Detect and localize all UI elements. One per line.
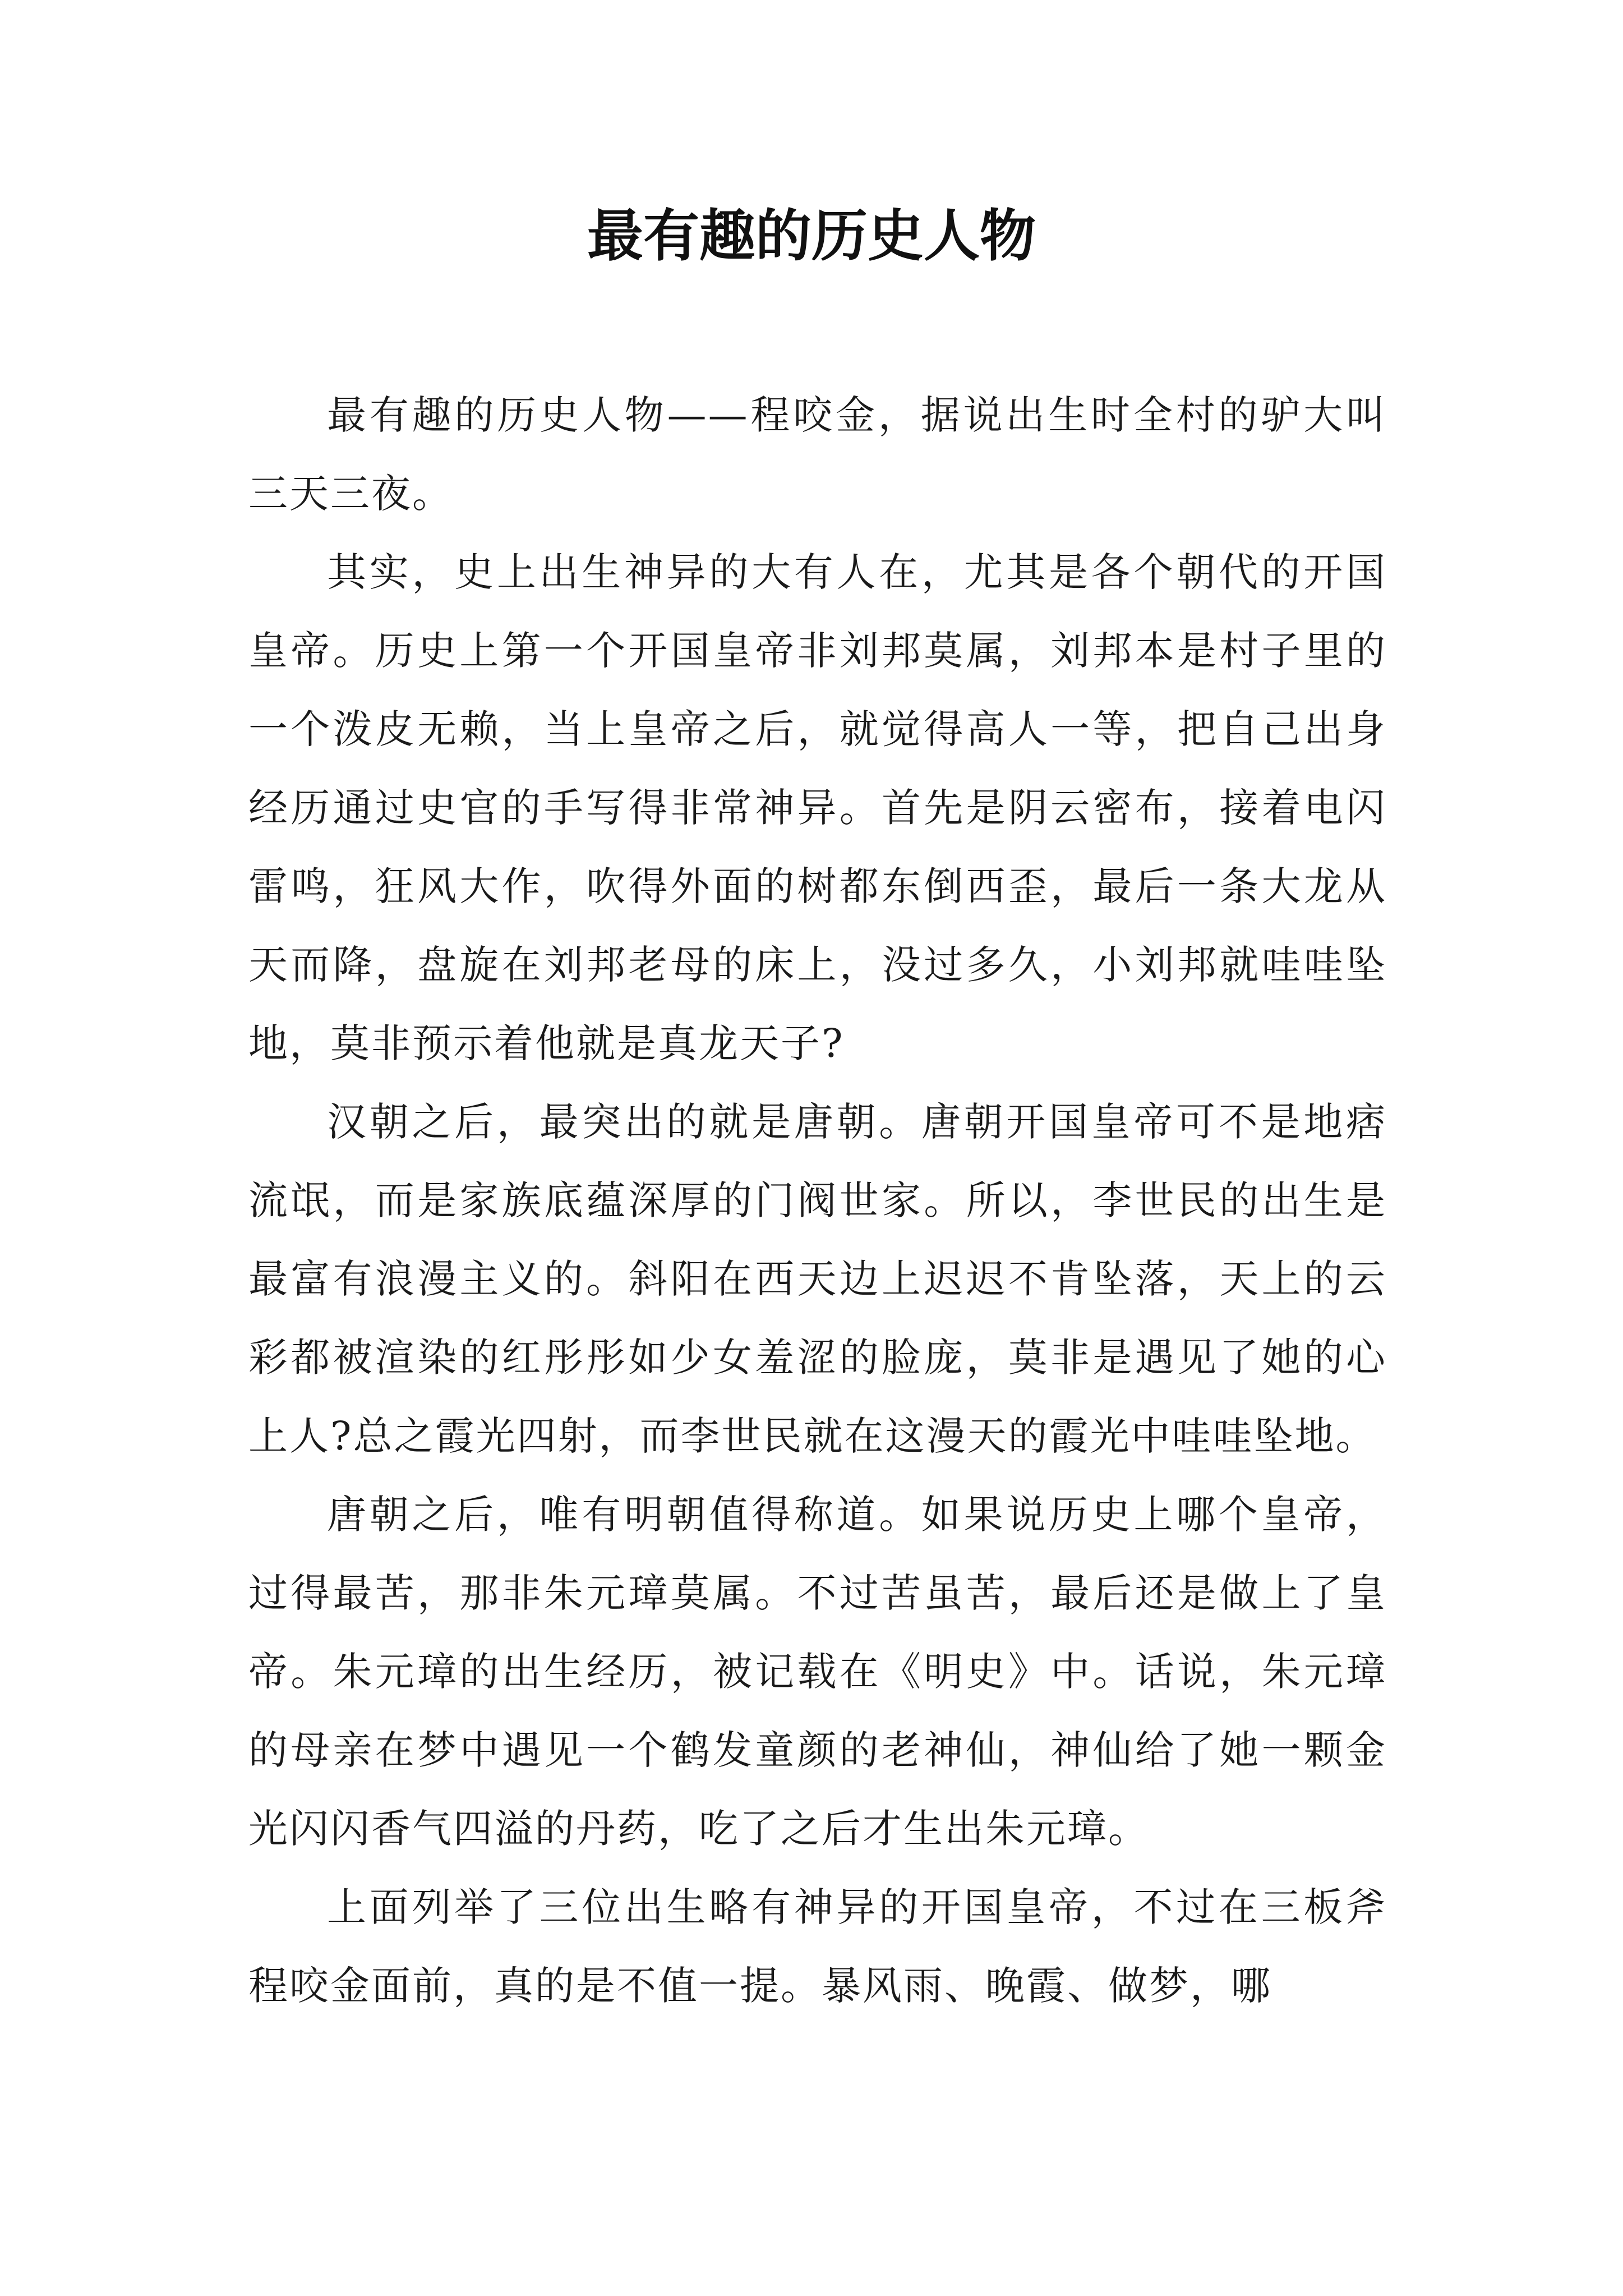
paragraph-2: 其实，史上出生神异的大有人在，尤其是各个朝代的开国皇帝。历史上第一个开国皇帝非刘邦莫属，刘邦本是村子里的一个泼皮无赖，当上皇帝之后，就觉得高人一等，把自己出身经历通过史官的手写得非常神异。首先是阴云密布，接着电闪雷鸣，狂风大作，吹得外面的树都东倒西歪，最后一条大龙从天而降，盘旋在刘邦老母的床上，没过多久，小刘邦就哇哇坠地，莫非预示着他就是真龙天子? bbox=[248, 549, 1387, 1066]
document-body bbox=[248, 376, 1387, 2025]
paragraph-3: 汉朝之后，最突出的就是唐朝。唐朝开国皇帝可不是地痞流氓，而是家族底蕴深厚的门阀世家。所以，李世民的出生是最富有浪漫主义的。斜阳在西天边上迟迟不肯坠落，天上的云彩都被渲染的红彤彤如少女羞涩的脸庞，莫非是遇见了她的心上人?总之霞光四射，而李世民就在这漫天的霞光中哇哇坠地。 bbox=[248, 1099, 1387, 1459]
paragraph-5: 上面列举了三位出生略有神异的开国皇帝，不过在三板斧程咬金面前，真的是不值一提。暴风雨、晚霞、做梦，哪 bbox=[248, 1884, 1387, 2009]
paragraph-4: 唐朝之后，唯有明朝值得称道。如果说历史上哪个皇帝，过得最苦，那非朱元璋莫属。不过苦虽苦，最后还是做上了皇帝。朱元璋的出生经历，被记载在《明史》中。话说，朱元璋的母亲在梦中遇见一个鹤发童颜的老神仙，神仙给了她一颗金光闪闪香气四溢的丹药，吃了之后才生出朱元璋。 bbox=[248, 1492, 1387, 1852]
paragraph-1: 最有趣的历史人物——程咬金，据说出生时全村的驴大叫三天三夜。 bbox=[248, 392, 1387, 517]
document-title: 最有趣的历史人物 bbox=[587, 203, 1036, 269]
